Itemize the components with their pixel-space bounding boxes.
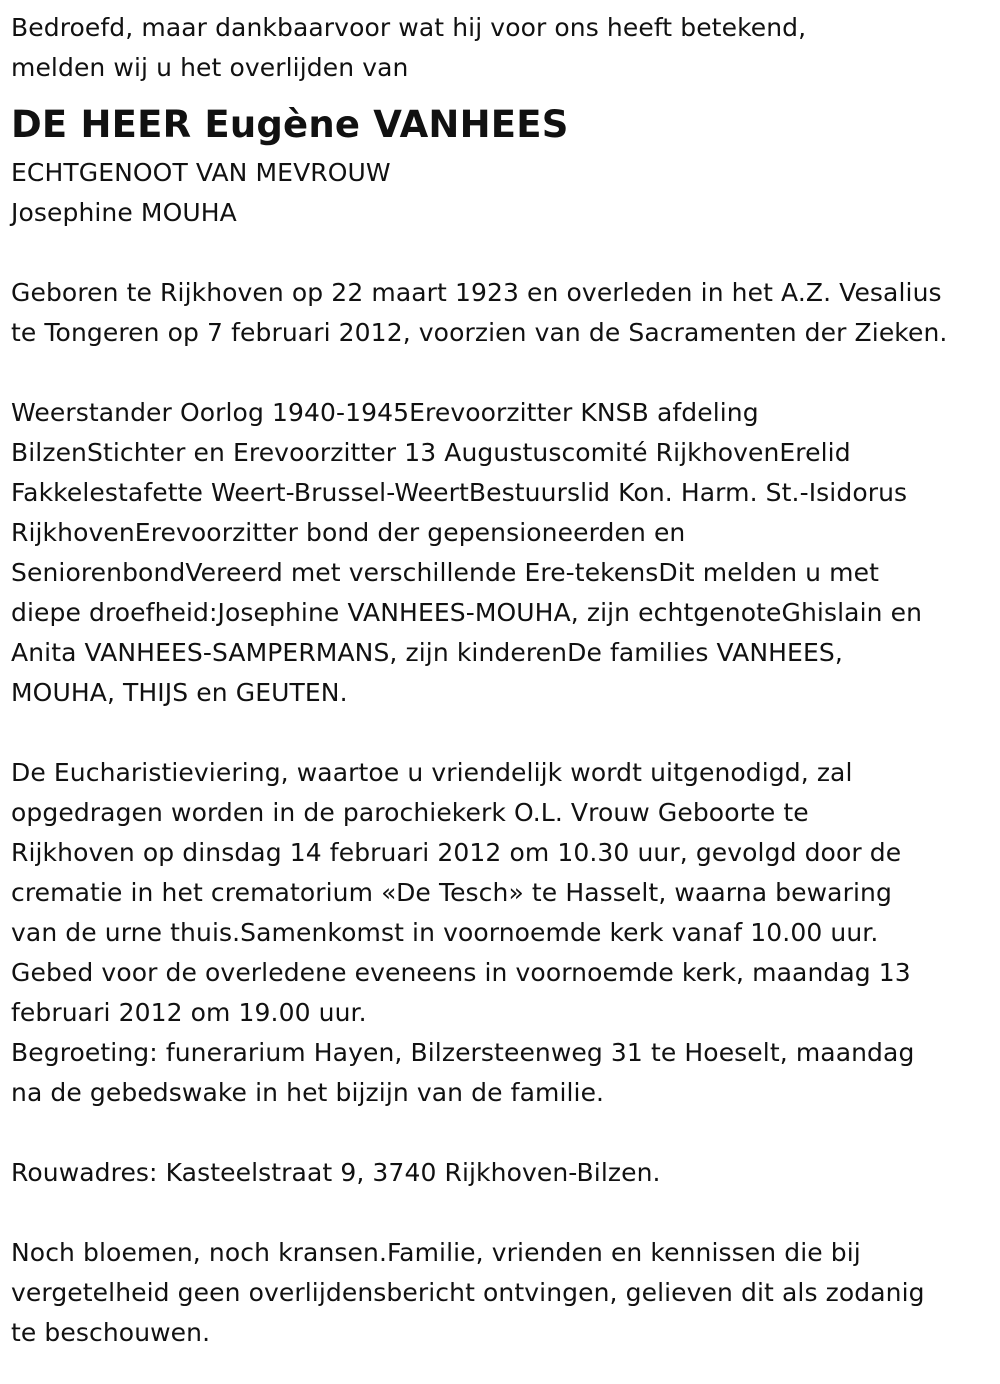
biography-line: RijkhovenErevoorzitter bond der gepensioneerden en (11, 518, 686, 547)
ceremony-paragraph (11, 753, 988, 1033)
biography-line: MOUHA, THIJS en GEUTEN. (11, 678, 348, 707)
flowers-note-line: Noch bloemen, noch kransen.Familie, vrienden en kennissen die bij (11, 1238, 861, 1267)
ceremony-line: Rijkhoven op dinsdag 14 februari 2012 om 10.30 uur, gevolgd door de (11, 838, 902, 867)
birth-death-paragraph (11, 273, 988, 353)
ceremony-line: crematie in het crematorium «De Tesch» te Hasselt, waarna bewaring (11, 878, 892, 907)
flowers-note-paragraph (11, 1233, 988, 1353)
spouse-paragraph (11, 153, 988, 233)
biography-line: BilzenStichter en Erevoorzitter 13 Augustuscomité RijkhovenErelid (11, 438, 851, 467)
greeting-line: na de gebedswake in het bijzijn van de familie. (11, 1078, 605, 1107)
biography-line: diepe droefheid:Josephine VANHEES-MOUHA, zijn echtgenoteGhislain en (11, 598, 923, 627)
biography-line: Fakkelestafette Weert-Brussel-WeertBestuurslid Kon. Harm. St.-Isidorus (11, 478, 908, 507)
greeting-line: Begroeting: funerarium Hayen, Bilzersteenweg 31 te Hoeselt, maandag (11, 1038, 915, 1067)
intro-line: melden wij u het overlijden van (11, 53, 409, 82)
biography-line: SeniorenbondVereerd met verschillende Ere-tekensDit melden u met (11, 558, 880, 587)
ceremony-line: februari 2012 om 19.00 uur. (11, 998, 367, 1027)
greeting-paragraph (11, 1033, 988, 1113)
ceremony-line: opgedragen worden in de parochiekerk O.L. Vrouw Geboorte te (11, 798, 809, 827)
birth-death-line: Geboren te Rijkhoven op 22 maart 1923 en overleden in het A.Z. Vesalius (11, 278, 942, 307)
flowers-note-line: vergetelheid geen overlijdensbericht ontvingen, gelieven dit als zodanig (11, 1278, 925, 1307)
deceased-name: DE HEER Eugène VANHEES (11, 103, 569, 146)
intro-line: Bedroefd, maar dankbaarvoor wat hij voor ons heeft betekend, (11, 13, 807, 42)
biography-line: Anita VANHEES-SAMPERMANS, zijn kinderenDe families VANHEES, (11, 638, 843, 667)
ceremony-line: Gebed voor de overledene eveneens in voornoemde kerk, maandag 13 (11, 958, 911, 987)
spouse-line: Josephine MOUHA (11, 198, 237, 227)
biography-paragraph (11, 393, 988, 713)
address-paragraph (11, 1153, 988, 1193)
biography-line: Weerstander Oorlog 1940-1945Erevoorzitter KNSB afdeling (11, 398, 759, 427)
ceremony-line: van de urne thuis.Samenkomst in voornoemde kerk vanaf 10.00 uur. (11, 918, 879, 947)
intro-paragraph (11, 8, 988, 88)
birth-death-line: te Tongeren op 7 februari 2012, voorzien van de Sacramenten der Zieken. (11, 318, 948, 347)
address-line: Rouwadres: Kasteelstraat 9, 3740 Rijkhoven-Bilzen. (11, 1158, 661, 1187)
flowers-note-line: te beschouwen. (11, 1318, 211, 1347)
ceremony-line: De Eucharistieviering, waartoe u vriendelijk wordt uitgenodigd, zal (11, 758, 853, 787)
spouse-line: ECHTGENOOT VAN MEVROUW (11, 158, 391, 187)
